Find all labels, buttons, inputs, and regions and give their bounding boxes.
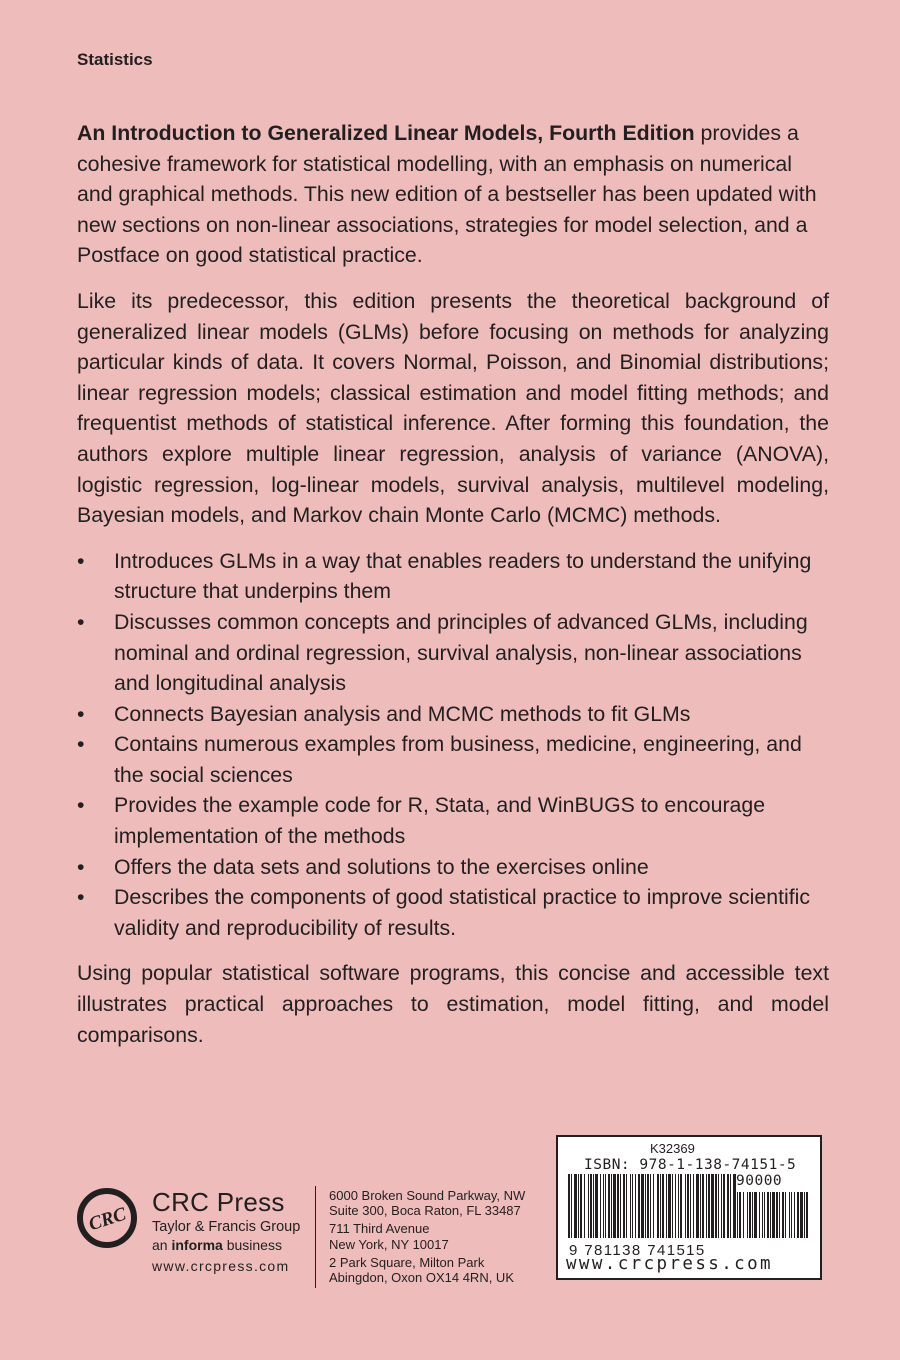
publisher-divider xyxy=(315,1186,316,1288)
barcode-bar xyxy=(711,1174,714,1238)
barcode-bar xyxy=(772,1192,775,1238)
bullet-icon: • xyxy=(77,732,85,757)
bullet-icon: • xyxy=(77,701,85,726)
addon-digits: 90000 xyxy=(736,1173,783,1189)
barcode-bar xyxy=(617,1174,619,1238)
barcode-bar xyxy=(776,1192,778,1238)
barcode-bar xyxy=(804,1192,805,1238)
closing-paragraph: Using popular statistical software programs, this concise and accessible text illustrates practical approaches to estimation, model fitting, and model comparisons. xyxy=(77,961,829,1047)
barcode-bar xyxy=(653,1174,654,1238)
barcode-bar xyxy=(600,1174,601,1238)
barcode-bar xyxy=(767,1192,769,1238)
publisher-group: Taylor & Francis Group xyxy=(152,1219,301,1235)
feature-item: • Provides the example code for R, Stata, and WinBUGS to encourage implementation of the methods xyxy=(77,790,829,851)
barcode-bar xyxy=(620,1174,621,1238)
bullet-icon: • xyxy=(77,548,85,573)
barcode-box xyxy=(556,1135,822,1280)
bullet-icon: • xyxy=(77,854,85,879)
address-new-york: 711 Third Avenue New York, NY 10017 xyxy=(329,1221,449,1252)
barcode-bar xyxy=(680,1174,682,1238)
barcode-bar xyxy=(690,1174,691,1238)
barcode-bar xyxy=(645,1174,646,1238)
barcode-bar xyxy=(708,1174,710,1238)
barcode-bar xyxy=(723,1174,725,1238)
category-label: Statistics xyxy=(77,50,153,69)
barcode-digits: 9 781138 741515 xyxy=(569,1242,706,1259)
barcode-bar xyxy=(743,1192,744,1238)
publisher-addresses xyxy=(329,1188,525,1288)
feature-item: • Discusses common concepts and principles of advanced GLMs, including nominal and ordinal regression, survival analysis, non-linear associations and longitudinal analysis xyxy=(77,607,829,699)
barcode-bar xyxy=(672,1174,673,1238)
barcode-bar xyxy=(588,1174,589,1238)
barcode-bar xyxy=(791,1192,792,1238)
barcode-bar xyxy=(635,1174,636,1238)
description xyxy=(77,118,829,1065)
feature-item: • Offers the data sets and solutions to the exercises online xyxy=(77,852,829,883)
isbn: ISBN: 978-1-138-74151-5 xyxy=(584,1157,797,1173)
barcode-bar xyxy=(800,1192,803,1238)
barcode-bar xyxy=(593,1174,594,1238)
barcode-bar xyxy=(762,1192,763,1238)
barcode-bar xyxy=(590,1174,592,1238)
barcode-bar xyxy=(630,1174,631,1238)
barcode-bar xyxy=(696,1174,699,1238)
barcode-bar xyxy=(647,1174,649,1238)
barcode-bar xyxy=(770,1192,771,1238)
bullet-icon: • xyxy=(77,609,85,634)
overview-paragraph: Like its predecessor, this edition presents the theoretical background of generalized linear models (GLMs) before focusing on methods for analyzing particular kinds of data. It covers Normal, Poisson, and Binomial distributions; linear regression models; classical estimation and model fitting methods; and frequentist methods of statistical inference. After forming this foundation, the authors explore multiple linear regression, analysis of variance (ANOVA), logistic regression, log-linear models, survival analysis, multilevel modeling, Bayesian models, and Markov chain Monte Carlo (MCMC) methods. xyxy=(77,288,829,528)
barcode-bar xyxy=(650,1174,651,1238)
barcode-bar xyxy=(568,1174,570,1238)
intro-paragraph xyxy=(77,118,829,271)
feature-list xyxy=(77,546,829,944)
barcode-bar xyxy=(730,1174,731,1238)
barcode-bar xyxy=(638,1174,640,1238)
barcode-bar xyxy=(623,1174,625,1238)
barcode-bar xyxy=(584,1174,585,1238)
barcode-bar xyxy=(662,1174,664,1238)
barcode-bar xyxy=(632,1174,633,1238)
crc-logo-icon xyxy=(77,1188,137,1248)
barcode-bar xyxy=(660,1174,661,1238)
barcode-bar xyxy=(779,1192,780,1238)
feature-item: • Introduces GLMs in a way that enables readers to understand the unifying structure that underpins them xyxy=(77,546,829,607)
barcode-bar xyxy=(706,1174,707,1238)
barcode-bar xyxy=(789,1192,790,1238)
barcode-bar xyxy=(739,1192,741,1238)
barcode-bar xyxy=(721,1174,722,1238)
barcode-bar xyxy=(687,1174,689,1238)
barcode-bar xyxy=(678,1174,679,1238)
barcode-bar xyxy=(797,1192,799,1238)
publisher-business: an informa business xyxy=(152,1237,282,1253)
bullet-icon: • xyxy=(77,885,85,910)
barcode-bar xyxy=(794,1192,795,1238)
barcode-bar xyxy=(727,1174,729,1238)
barcode-bar xyxy=(580,1174,582,1238)
barcode-bar xyxy=(806,1192,808,1238)
barcode-bar xyxy=(611,1174,612,1238)
barcode-bar xyxy=(764,1192,765,1238)
publisher-block xyxy=(77,1186,537,1291)
barcode-bar xyxy=(666,1174,667,1238)
publisher-name: CRC Press xyxy=(152,1187,285,1217)
barcode-bar xyxy=(752,1192,753,1238)
barcode-url: www.crcpress.com xyxy=(566,1254,773,1274)
barcode-bar xyxy=(668,1174,671,1238)
address-abingdon: 2 Park Square, Milton Park Abingdon, Oxon OX14 4RN, UK xyxy=(329,1254,514,1286)
feature-item: • Connects Bayesian analysis and MCMC methods to fit GLMs xyxy=(77,699,829,730)
barcode-bar xyxy=(759,1192,760,1238)
book-title: An Introduction to Generalized Linear Models, Fourth Edition xyxy=(77,121,695,145)
publisher-url: www.crcpress.com xyxy=(152,1258,290,1274)
barcode-bar xyxy=(595,1174,598,1238)
barcode-bar xyxy=(603,1174,604,1238)
barcode-bar xyxy=(715,1174,717,1238)
barcode-bar xyxy=(613,1174,616,1238)
barcode-bar xyxy=(747,1192,748,1238)
barcode-bar xyxy=(571,1174,572,1238)
barcode-bar xyxy=(749,1192,751,1238)
barcode-bar xyxy=(685,1174,686,1238)
feature-item: • Contains numerous examples from business, medicine, engineering, and the social sciences xyxy=(77,729,829,790)
barcode-bar xyxy=(702,1174,704,1238)
catalog-code: K32369 xyxy=(650,1141,695,1156)
intro-text: provides a cohesive framework for statistical modelling, with an emphasis on numerical and graphical methods. This new edition of a bestseller has been updated with new sections on non-linear associations, strategies for model selection, and a Postface on good statistical practice. xyxy=(77,121,817,268)
barcode-bar xyxy=(574,1174,577,1238)
address-boca-raton: 6000 Broken Sound Parkway, NW Suite 300, Boca Raton, FL 33487 xyxy=(329,1188,526,1219)
barcode-bar xyxy=(605,1174,606,1238)
barcode-bar xyxy=(737,1192,738,1238)
barcode-bar xyxy=(608,1174,610,1238)
bullet-icon: • xyxy=(77,793,85,818)
feature-item: • Describes the components of good statistical practice to improve scientific validity and reproducibility of results. xyxy=(77,882,829,943)
barcode-bar xyxy=(785,1192,786,1238)
crc-logo-text: CRC xyxy=(86,1203,129,1236)
barcode-bar xyxy=(693,1174,694,1238)
barcode-bar xyxy=(657,1174,659,1238)
barcode-bar xyxy=(754,1192,757,1238)
barcode-bar xyxy=(700,1174,701,1238)
barcode-bar xyxy=(641,1174,644,1238)
barcode-bar xyxy=(578,1174,579,1238)
barcode-bar xyxy=(675,1174,676,1238)
barcode-bar xyxy=(718,1174,719,1238)
barcode-bar xyxy=(782,1192,784,1238)
barcode-bar xyxy=(626,1174,627,1238)
